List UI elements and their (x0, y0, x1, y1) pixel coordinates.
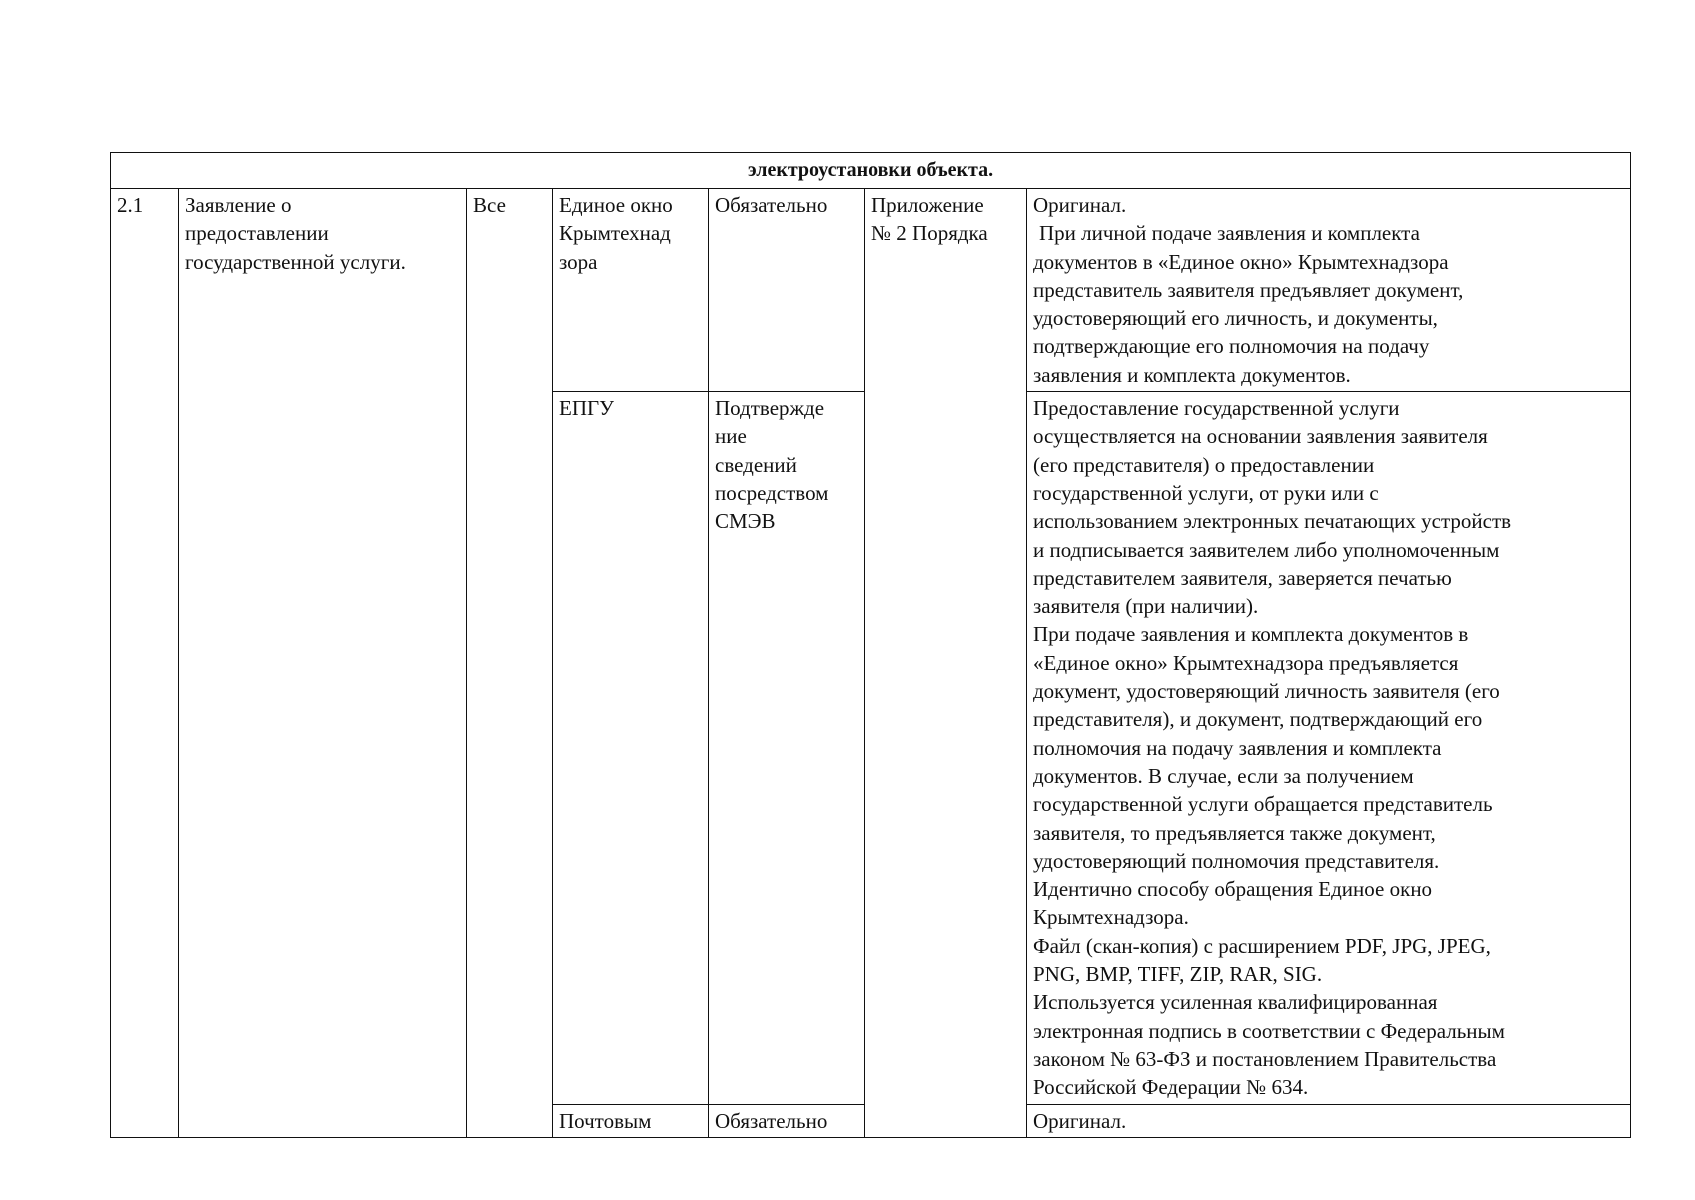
appendix-line: № 2 Порядка (871, 221, 988, 246)
description-line: законом № 63-ФЗ и постановлением Правительства (1033, 1046, 1497, 1071)
description-line: документ, удостоверяющий личность заявителя (его (1033, 679, 1500, 704)
description-line: и подписывается заявителем либо уполномоченным (1033, 537, 1500, 562)
table-row (111, 189, 1631, 392)
description-line: Российской Федерации № 634. (1033, 1075, 1309, 1100)
description-line: Используется усиленная квалифицированная (1033, 990, 1438, 1015)
requirement-line: Обязательно (715, 193, 828, 217)
section-header-row (111, 153, 1631, 189)
document-name-line: Заявление о (185, 193, 292, 217)
description-cell (1027, 1104, 1631, 1137)
description-line: PNG, BMP, TIFF, ZIP, RAR, SIG. (1033, 962, 1323, 987)
requirement-line: ние (715, 424, 747, 449)
channel-cell (553, 392, 709, 1104)
description-line: Крымтехнадзора. (1033, 905, 1189, 930)
requirement-line: Подтвержде (715, 396, 825, 421)
document-table (110, 152, 1631, 1138)
description-line: Предоставление государственной услуги (1033, 396, 1400, 421)
document-name-line: предоставлении (185, 221, 329, 246)
applicant-category: Все (467, 189, 553, 1138)
description-line: заявления и комплекта документов. (1033, 362, 1351, 387)
description-line: Идентично способу обращения Единое окно (1033, 877, 1433, 902)
appendix-reference (865, 189, 1027, 1138)
description-line: «Единое окно» Крымтехнадзора предъявляется (1033, 650, 1459, 675)
requirement-cell (709, 1104, 865, 1137)
channel-cell (553, 189, 709, 392)
channel-line: ЕПГУ (559, 396, 615, 421)
requirement-cell (709, 189, 865, 392)
channel-line: Крымтехнад (559, 221, 671, 246)
description-line: представителя), и документ, подтверждающий его (1033, 707, 1483, 732)
description-line: При подаче заявления и комплекта документов в (1033, 622, 1469, 647)
description-line: подтверждающие его полномочия на подачу (1033, 334, 1430, 359)
document-name (179, 189, 467, 1138)
row-number: 2.1 (111, 189, 179, 1138)
document-name-line: государственной услуги. (185, 249, 406, 274)
requirement-line: сведений (715, 452, 797, 477)
description-line: При личной подаче заявления и комплекта (1039, 221, 1420, 246)
description-line: Оригинал. (1033, 193, 1127, 217)
description-line: полномочия на подачу заявления и комплекта (1033, 735, 1442, 760)
description-line: документов. В случае, если за получением (1033, 763, 1414, 788)
description-line: государственной услуги, от руки или с (1033, 480, 1379, 505)
channel-line: Почтовым (559, 1108, 652, 1133)
appendix-line: Приложение (871, 193, 984, 217)
description-line: осуществляется на основании заявления заявителя (1033, 424, 1488, 449)
description-line: (его представителя) о предоставлении (1033, 452, 1375, 477)
description-line: заявителя (при наличии). (1033, 594, 1259, 619)
description-line: Файл (скан-копия) с расширением PDF, JPG, JPEG, (1033, 933, 1491, 958)
description-line: Оригинал. (1033, 1108, 1127, 1133)
channel-line: Единое окно (559, 193, 673, 217)
requirement-cell (709, 392, 865, 1104)
description-line: документов в «Единое окно» Крымтехнадзора (1033, 249, 1449, 274)
description-line: электронная подпись в соответствии с Федеральным (1033, 1018, 1505, 1043)
description-line: заявителя, то предъявляется также документ, (1033, 820, 1436, 845)
channel-cell (553, 1104, 709, 1137)
requirement-line: СМЭВ (715, 509, 776, 534)
description-line: представитель заявителя предъявляет документ, (1033, 277, 1464, 302)
description-line: использованием электронных печатающих устройств (1033, 509, 1512, 534)
requirement-line: Обязательно (715, 1108, 828, 1133)
description-cell (1027, 189, 1631, 392)
description-cell (1027, 392, 1631, 1104)
description-line: представителем заявителя, заверяется печатью (1033, 565, 1452, 590)
description-line: удостоверяющий полномочия представителя. (1033, 848, 1440, 873)
description-line: удостоверяющий его личность, и документы, (1033, 306, 1438, 331)
section-header: электроустановки объекта. (111, 153, 1631, 189)
requirement-line: посредством (715, 480, 829, 505)
description-line: государственной услуги обращается представитель (1033, 792, 1493, 817)
channel-line: зора (559, 249, 598, 274)
